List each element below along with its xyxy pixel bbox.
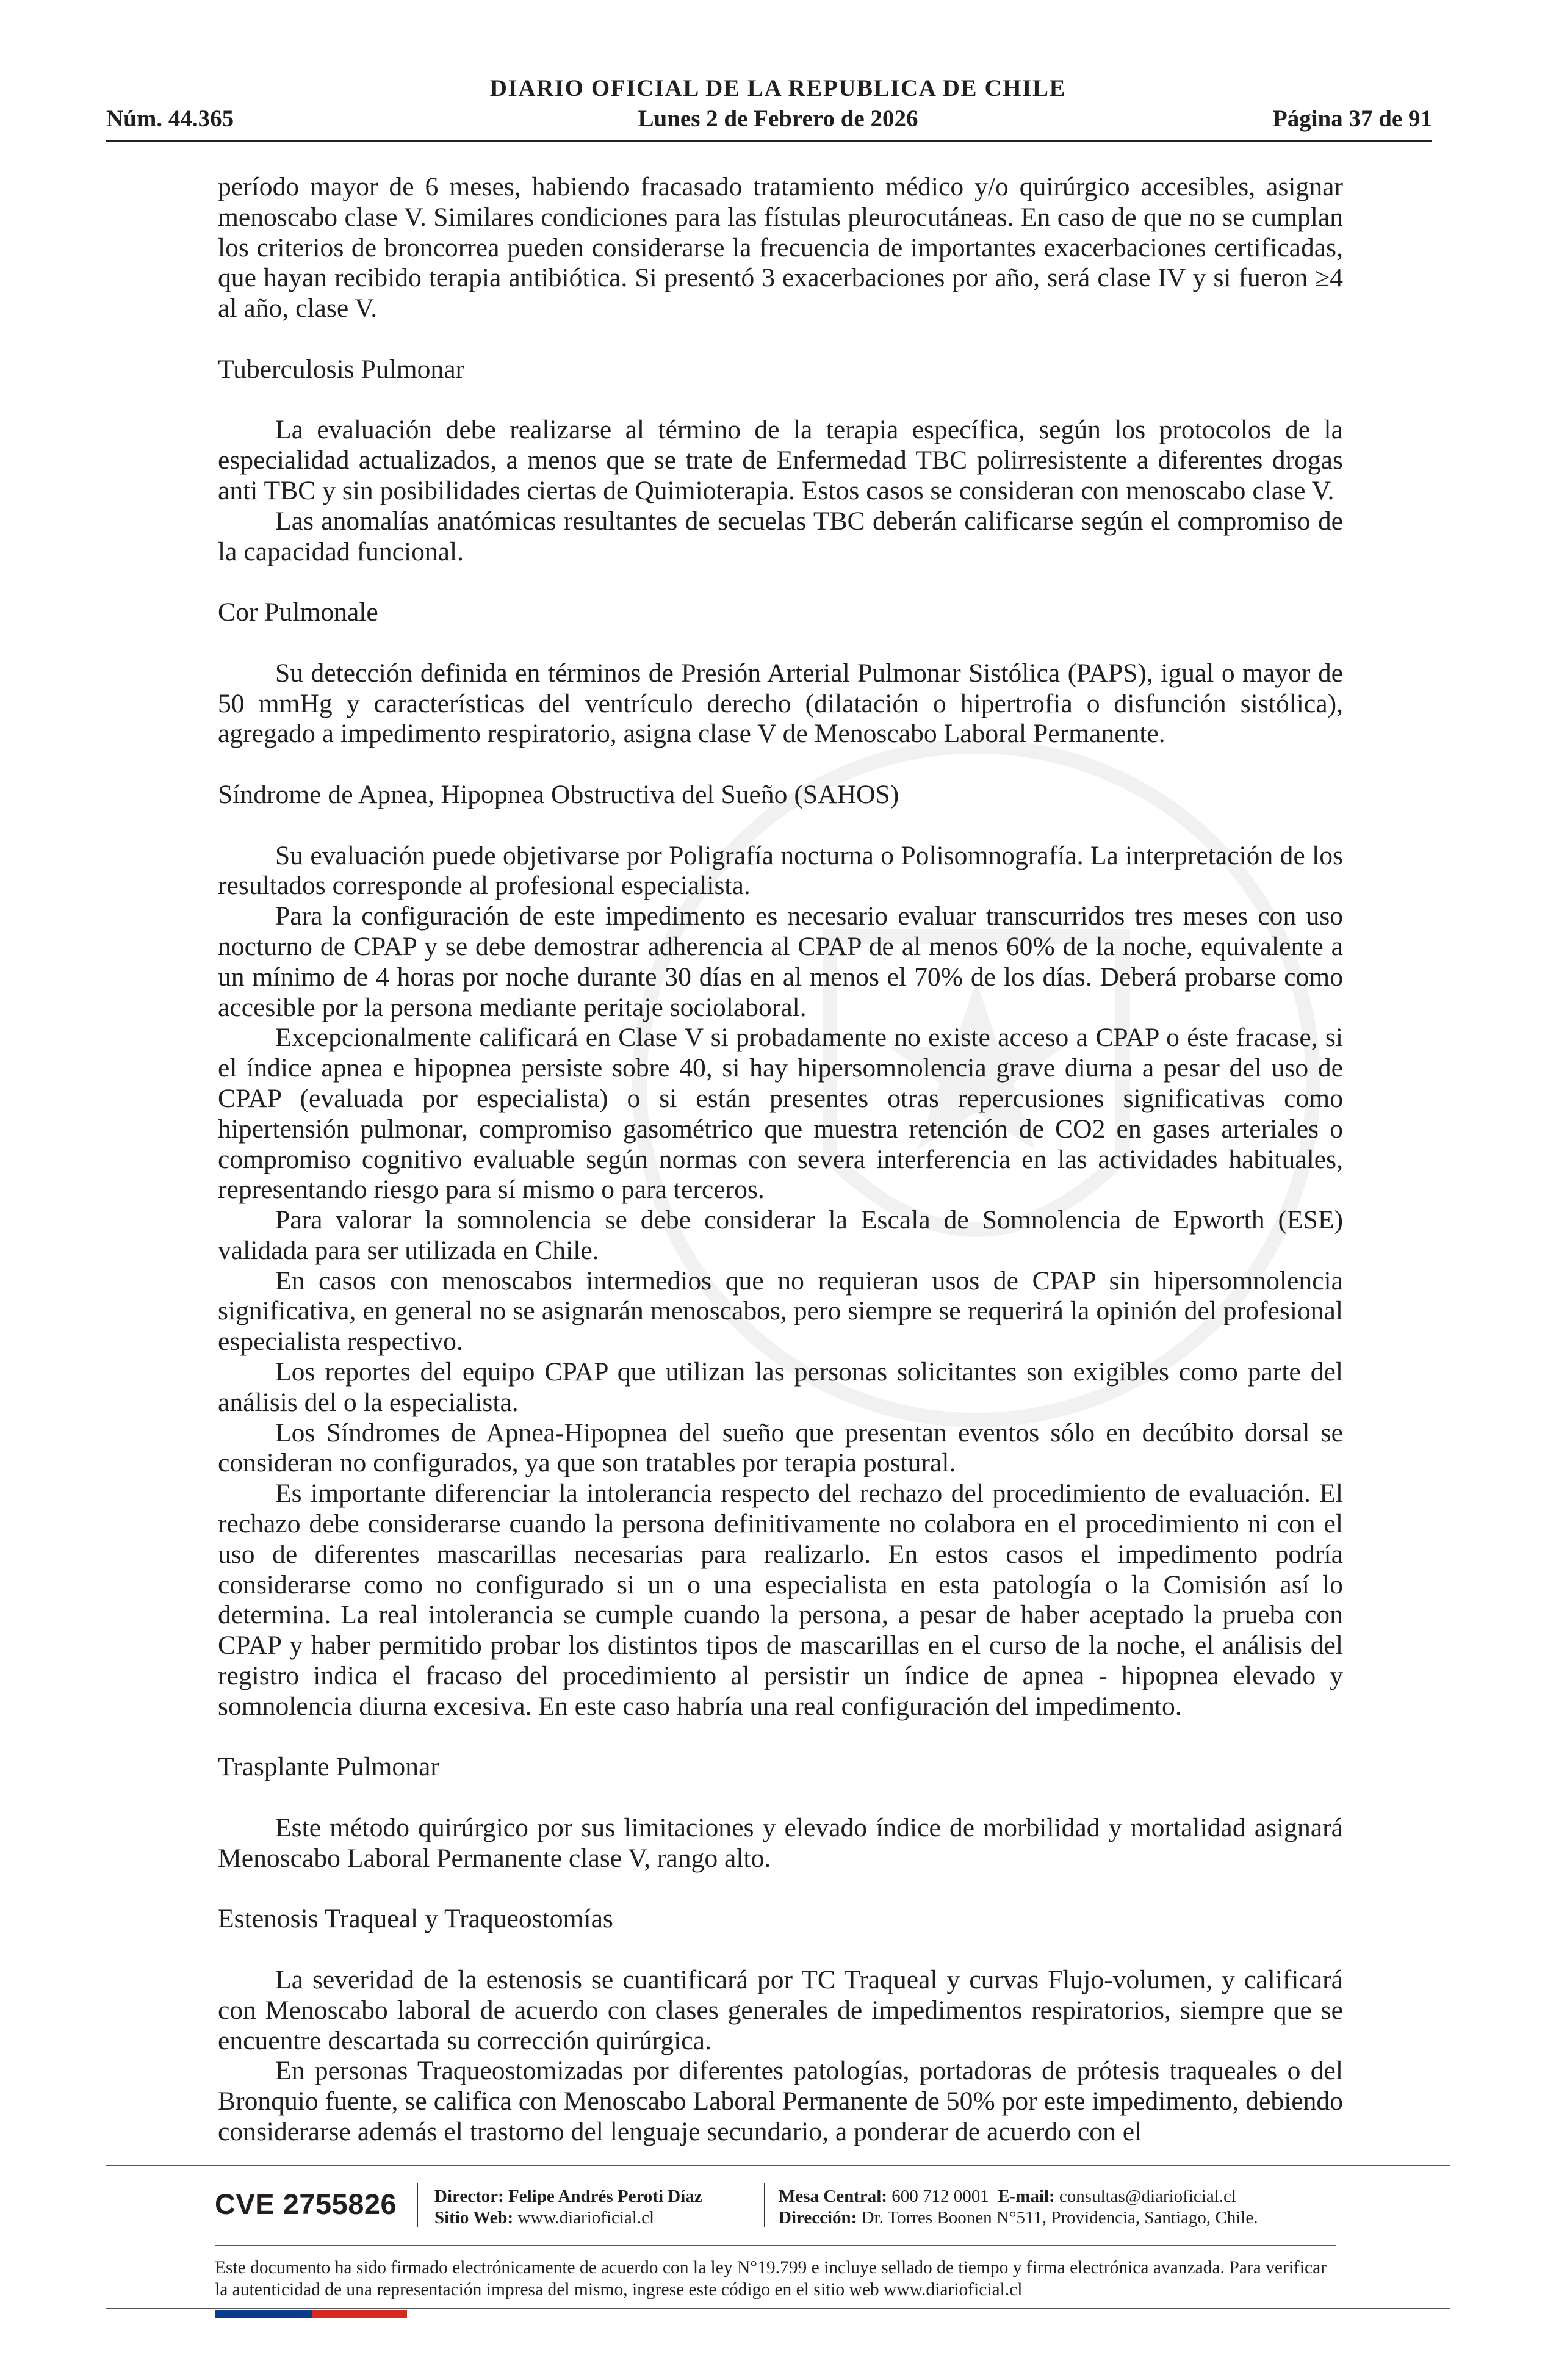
paragraph: Los reportes del equipo CPAP que utilizan las personas solicitantes son exigibles como parte del análisis del o la especialista. bbox=[218, 1357, 1343, 1417]
section-heading-trasplante: Trasplante Pulmonar bbox=[218, 1752, 439, 1782]
signature-note: Este documento ha sido firmado electrónicamente de acuerdo con la ley N°19.799 e incluye sellado de tiempo y firma electrónica avanzada. Para verificar la autenticidad de una representación impresa del mismo, ingrese este código en el sitio web www.diarioficial.cl bbox=[215, 2258, 1327, 2299]
section-heading-cor-pulmonale: Cor Pulmonale bbox=[218, 597, 378, 627]
paragraph: Las anomalías anatómicas resultantes de secuelas TBC deberán calificarse según el compromiso de la capacidad funcional. bbox=[218, 506, 1343, 566]
paragraph: Su evaluación puede objetivarse por Poligrafía nocturna o Polisomnografía. La interpretación de los resultados corresponde al profesional especialista. bbox=[218, 840, 1343, 901]
footer-separator bbox=[764, 2183, 765, 2227]
header-divider bbox=[106, 140, 1432, 142]
paragraph: período mayor de 6 meses, habiendo fracasado tratamiento médico y/o quirúrgico accesibles, asignar menoscabo clase V. Similares condiciones para las fístulas pleurocutáneas. En caso de que no se cumplan los criterios de broncorrea pueden considerarse la frecuencia de importantes exacerbaciones certificadas, que hayan recibido terapia antibiótica. Si presentó 3 exacerbaciones por año, será clase IV y si fueron ≥4 al año, clase V. bbox=[218, 172, 1343, 323]
paragraph: Para valorar la somnolencia se debe considerar la Escala de Somnolencia de Epworth (ESE) validada para ser utilizada en Chile. bbox=[218, 1205, 1343, 1265]
document-body bbox=[218, 172, 1343, 2147]
paragraph: Es importante diferenciar la intolerancia respecto del rechazo del procedimiento de evaluación. El rechazo debe considerarse cuando la persona definitivamente no colabora en el procedimiento ni con el uso de diferentes mascarillas necesarias para realizarlo. En estos casos el impedimento podría considerarse como no configurado si un o una especialista en esta patología o la Comisión así lo determina. La real intolerancia se cumple cuando la persona, a pesar de haber aceptado la prueba con CPAP y haber permitido probar los distintos tipos de mascarillas en el curso de la noche, el análisis del registro indica el fracaso del procedimiento al persistir un índice de apnea - hipopnea elevado y somnolencia diurna excesiva. En este caso habría una real configuración del impedimento. bbox=[218, 1479, 1343, 1721]
page-footer bbox=[0, 2165, 1556, 2380]
section-heading-sahos: Síndrome de Apnea, Hipopnea Obstructiva del Sueño (SAHOS) bbox=[218, 779, 899, 809]
phone-label: Mesa Central: bbox=[779, 2187, 887, 2206]
email-label: E-mail: bbox=[998, 2187, 1055, 2206]
paragraph: Este método quirúrgico por sus limitaciones y elevado índice de morbilidad y mortalidad asignará Menoscabo Laboral Permanente clase V, rango alto. bbox=[218, 1813, 1343, 1873]
site-label: Sitio Web: bbox=[434, 2208, 514, 2227]
issue-number: Núm. 44.365 bbox=[106, 106, 234, 132]
flag-bar-blue bbox=[215, 2310, 312, 2318]
paragraph: En personas Traqueostomizadas por diferentes patologías, portadoras de prótesis traqueales o del Bronquio fuente, se califica con Menoscabo Laboral Permanente de 50% por este impedimento, debiendo considerarse además el trastorno del lenguaje secundario, a ponderar de acuerdo con el bbox=[218, 2056, 1343, 2146]
paragraph: Los Síndromes de Apnea-Hipopnea del sueño que presentan eventos sólo en decúbito dorsal se consideran no configurados, ya que son tratables por terapia postural. bbox=[218, 1418, 1343, 1478]
email-link[interactable]: consultas@diarioficial.cl bbox=[1059, 2187, 1236, 2206]
footer-director-block bbox=[434, 2186, 702, 2229]
cve-code: CVE 2755826 bbox=[215, 2188, 397, 2220]
flag-bar-red bbox=[312, 2310, 407, 2318]
director-label: Director: bbox=[434, 2187, 504, 2206]
address: Dr. Torres Boonen N°511, Providencia, Santiago, Chile. bbox=[861, 2208, 1258, 2227]
footer-separator bbox=[417, 2183, 418, 2227]
publication-title: DIARIO OFICIAL DE LA REPUBLICA DE CHILE bbox=[489, 75, 1067, 101]
director-name: Felipe Andrés Peroti Díaz bbox=[508, 2187, 702, 2206]
address-label: Dirección: bbox=[779, 2208, 857, 2227]
phone-number: 600 712 0001 bbox=[891, 2187, 989, 2206]
footer-divider bbox=[215, 2245, 1336, 2246]
footer-divider bbox=[106, 2165, 1450, 2166]
footer-contact-block bbox=[779, 2186, 1258, 2229]
paragraph: Excepcionalmente calificará en Clase V si probadamente no existe acceso a CPAP o éste fracase, si el índice apnea e hipopnea persiste sobre 40, si hay hipersomnolencia grave diurna a pesar del uso de CPAP (evaluada por especialista) o si están presentes otras repercusiones significativas como hipertensión pulmonar, compromiso gasométrico que muestra retención de CO2 en gases arteriales o compromiso cognitivo evaluable según normas con severa interferencia en las actividades habituales, representando riesgo para sí mismo o para terceros. bbox=[218, 1023, 1343, 1205]
footer-divider bbox=[106, 2308, 1450, 2309]
paragraph: La evaluación debe realizarse al término de la terapia específica, según los protocolos de la especialidad actualizados, a menos que se trate de Enfermedad TBC polirresistente a diferentes drogas anti TBC y sin posibilidades ciertas de Quimioterapia. Estos casos se consideran con menoscabo clase V. bbox=[218, 415, 1343, 505]
page-number: Página 37 de 91 bbox=[1272, 106, 1432, 132]
site-link[interactable]: www.diarioficial.cl bbox=[517, 2208, 655, 2227]
section-heading-estenosis: Estenosis Traqueal y Traqueostomías bbox=[218, 1904, 613, 1934]
paragraph: La severidad de la estenosis se cuantificará por TC Traqueal y curvas Flujo-volumen, y calificará con Menoscabo laboral de acuerdo con clases generales de impedimentos respiratorios, siempre que se encuentre descartada su corrección quirúrgica. bbox=[218, 1965, 1343, 2055]
paragraph: Para la configuración de este impedimento es necesario evaluar transcurridos tres meses con uso nocturno de CPAP y se debe demostrar adherencia al CPAP de al menos 60% de la noche, equivalente a un mínimo de 4 horas por noche durante 30 días en al menos el 70% de los días. Deberá probarse como accesible por la persona mediante peritaje sociolaboral. bbox=[218, 901, 1343, 1022]
paragraph: Su detección definida en términos de Presión Arterial Pulmonar Sistólica (PAPS), igual o mayor de 50 mmHg y características del ventrículo derecho (dilatación o hipertrofia o disfunción sistólica), agregado a impedimento respiratorio, asigna clase V de Menoscabo Laboral Permanente. bbox=[218, 658, 1343, 749]
paragraph: En casos con menoscabos intermedios que no requieran usos de CPAP sin hipersomnolencia significativa, en general no se asignarán menoscabos, pero siempre se requerirá la opinión del profesional especialista respectivo. bbox=[218, 1266, 1343, 1357]
page-header bbox=[0, 0, 1556, 146]
publication-date: Lunes 2 de Febrero de 2026 bbox=[638, 106, 918, 132]
section-heading-tuberculosis: Tuberculosis Pulmonar bbox=[218, 354, 465, 384]
